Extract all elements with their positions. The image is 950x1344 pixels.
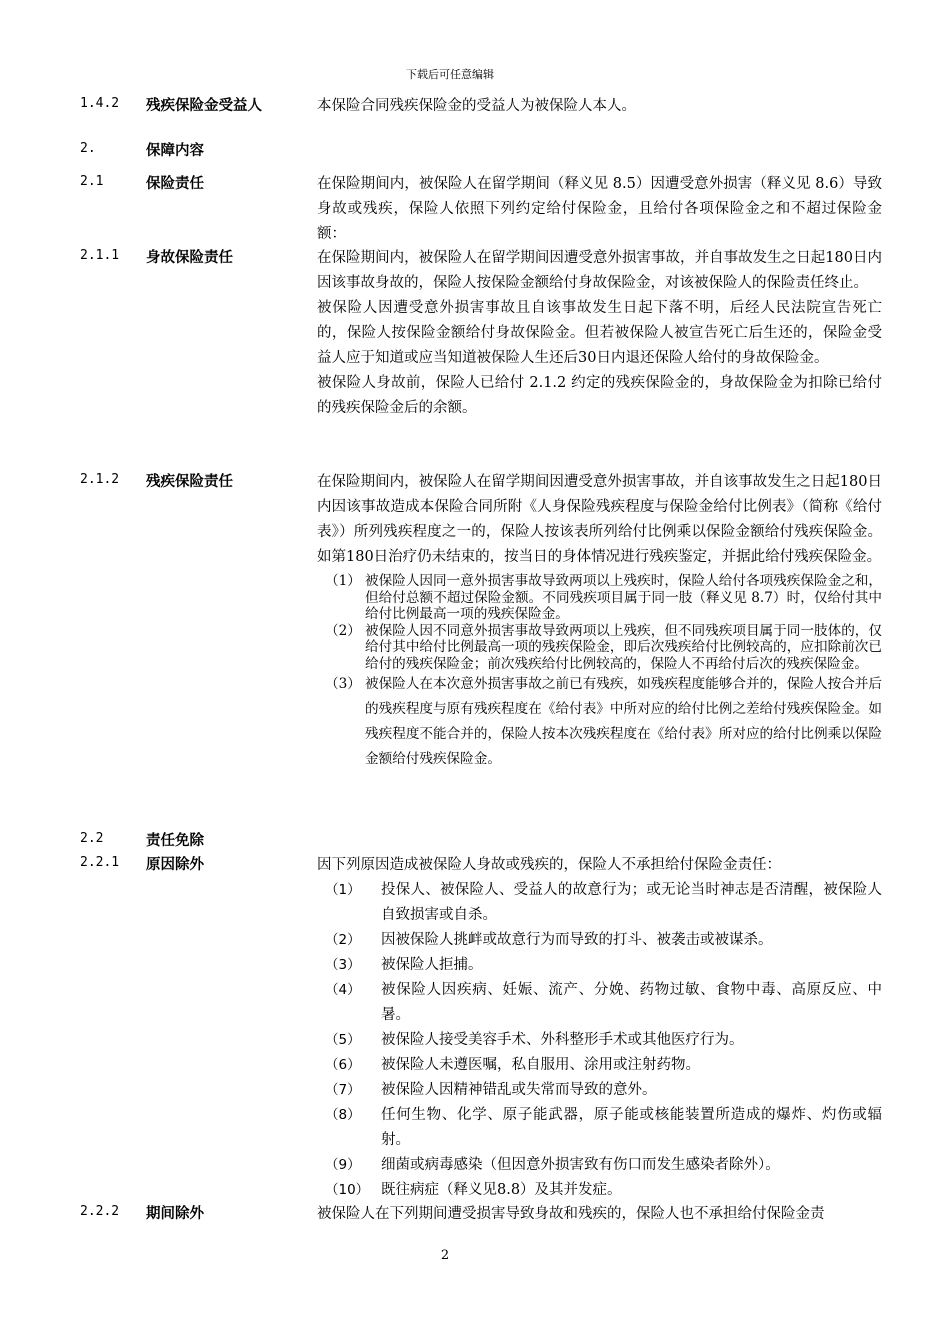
section-body <box>317 246 882 421</box>
list-item-text: 因被保险人挑衅或故意行为而导致的打斗、被袭击或被谋杀。 <box>381 932 773 948</box>
list-item-label: （4） <box>325 982 361 998</box>
section-number: 2. <box>80 141 96 156</box>
list-item-label: （8） <box>325 1107 361 1123</box>
section-number: 2.2 <box>80 831 104 846</box>
section-title: 保障内容 <box>146 142 204 159</box>
section-number: 2.2.2 <box>80 1204 120 1219</box>
list-item-label: （6） <box>325 1057 361 1073</box>
list-item-text: 细菌或病毒感染（但因意外损害致有伤口而发生感染者除外）。 <box>381 1157 780 1173</box>
list-item-text: 被保险人因疾病、妊娠、流产、分娩、药物过敏、食物中毒、高原反应、中暑。 <box>381 982 882 1023</box>
list-item-text: 被保险人未遵医嘱，私自服用、涂用或注射药物。 <box>381 1057 700 1073</box>
section-title: 残疾保险责任 <box>146 473 233 490</box>
section-title: 责任免除 <box>146 832 204 849</box>
list-item <box>317 1053 882 1078</box>
section-number: 2.1 <box>80 174 104 189</box>
list-item-label: （1） <box>325 573 361 589</box>
list-item-text: 被保险人因同一意外损害事故导致两项以上残疾时，保险人给付各项残疾保险金之和，但给付总额不超过保险金额。不同残疾项目属于同一肢（释义见 8.7）时，仅给付其中给付比例最高一项的残疾保险金。 <box>365 573 882 622</box>
list-item <box>317 623 882 673</box>
section-title: 原因除外 <box>146 856 204 873</box>
list-item-label: （3） <box>325 676 361 692</box>
list-item-label: （9） <box>325 1157 361 1173</box>
list-item <box>317 1178 882 1203</box>
list-item-text: 任何生物、化学、原子能武器，原子能或核能装置所造成的爆炸、灼伤或辐射。 <box>381 1107 882 1148</box>
section-number: 2.1.1 <box>80 248 120 263</box>
list-item-text: 被保险人因不同意外损害事故导致两项以上残疾，但不同残疾项目属于同一肢体的，仅给付其中给付比例最高一项的残疾保险金，即后次残疾给付比例较高的，应扣除前次已给付的残疾保险金；前次残疾给付比例较高的，保险人不再给付后次的残疾保险金。 <box>365 622 882 672</box>
paragraph: 被保险人因遭受意外损害事故且自该事故发生日起下落不明，后经人民法院宣告死亡的，保险人按保险金额给付身故保险金。但若被保险人被宣告死亡后生还的，保险金受益人应于知道或应当知道被保险人生还后30日内退还保险人给付的身故保险金。 <box>317 300 882 366</box>
section-number: 1.4.2 <box>80 96 120 111</box>
page-number: 2 <box>440 1248 450 1263</box>
list-item-label: （10） <box>325 1182 370 1198</box>
list-item-text: 被保险人在本次意外损害事故之前已有残疾，如残疾程度能够合并的，保险人按合并后的残疾程度与原有残疾程度在《给付表》中所对应的给付比例之差给付残疾保险金。如残疾程度不能合并的，保险人按本次残疾程度在《给付表》所对应的给付比例乘以保险金额给付残疾保险金。 <box>365 676 882 767</box>
list-item <box>317 928 882 953</box>
list-item-label: （1） <box>325 882 361 898</box>
list-item-label: （2） <box>325 622 361 639</box>
section-title: 残疾保险金受益人 <box>146 97 262 114</box>
section-number: 2.1.2 <box>80 472 120 487</box>
list-item-label: （2） <box>325 932 361 948</box>
list-item <box>317 1103 882 1153</box>
list-item <box>317 1028 882 1053</box>
list-item <box>317 1153 882 1178</box>
list-item-text: 被保险人拒捕。 <box>381 957 483 973</box>
section-title: 期间除外 <box>146 1205 204 1222</box>
list-item-text: 投保人、被保险人、受益人的故意行为；或无论当时神志是否清醒，被保险人自致损害或自杀。 <box>381 882 882 923</box>
paragraph: 被保险人身故前，保险人已给付 2.1.2 约定的残疾保险金的，身故保险金为扣除已给付的残疾保险金后的余额。 <box>317 375 882 416</box>
list-item-label: （3） <box>325 957 361 973</box>
paragraph: 因下列原因造成被保险人身故或残疾的，保险人不承担给付保险金责任： <box>317 857 781 873</box>
list-item <box>317 573 882 623</box>
section-text: 被保险人在下列期间遭受损害导致身故和残疾的，保险人也不承担给付保险金责 <box>317 1206 825 1222</box>
list-item-text: 既往病症（释义见8.8）及其并发症。 <box>381 1182 622 1198</box>
list-item-label: （7） <box>325 1082 361 1098</box>
list-item-text: 被保险人接受美容手术、外科整形手术或其他医疗行为。 <box>381 1032 744 1048</box>
section-title: 身故保险责任 <box>146 249 233 266</box>
section-number: 2.2.1 <box>80 855 120 870</box>
list-item <box>317 978 882 1028</box>
section-body <box>317 470 882 772</box>
section-text: 在保险期间内，被保险人在留学期间（释义见 8.5）因遭受意外损害（释义见 8.6）导致身故或残疾，保险人依照下列约定给付保险金，且给付各项保险金之和不超过保险金额： <box>317 176 882 242</box>
section-title: 保险责任 <box>146 175 204 192</box>
list-item <box>317 1078 882 1103</box>
page-header: 下载后可任意编辑 <box>406 68 494 81</box>
paragraph: 在保险期间内，被保险人在留学期间因遭受意外损害事故，并自事故发生之日起180日内因该事故身故的，保险人按保险金额给付身故保险金，对该被保险人的保险责任终止。 <box>317 250 882 291</box>
section-body <box>317 853 882 1203</box>
section-text: 本保险合同残疾保险金的受益人为被保险人本人。 <box>317 98 636 114</box>
list-item-text: 被保险人因精神错乱或失常而导致的意外。 <box>381 1082 657 1098</box>
list-item-label: （5） <box>325 1032 361 1048</box>
list-item <box>317 953 882 978</box>
list-item <box>317 878 882 928</box>
list-item <box>317 672 882 772</box>
paragraph: 在保险期间内，被保险人在留学期间因遭受意外损害事故，并自该事故发生之日起180日内因该事故造成本保险合同所附《人身保险残疾程度与保险金给付比例表》（简称《给付表》）所列残疾程度之一的，保险人按该表所列给付比例乘以保险金额给付残疾保险金。如第180日治疗仍未结束的，按当日的身体情况进行残疾鉴定，并据此给付残疾保险金。 <box>317 474 882 565</box>
